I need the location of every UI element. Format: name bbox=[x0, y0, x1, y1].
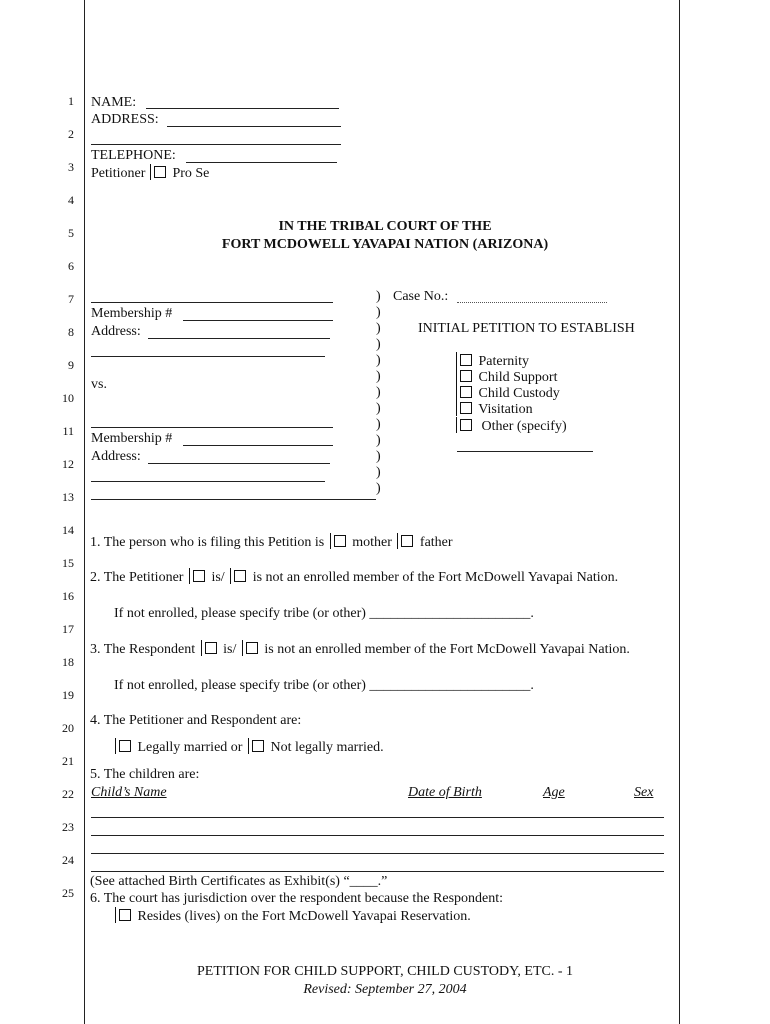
vs-label: vs. bbox=[91, 377, 107, 392]
line-number: 2 bbox=[68, 127, 74, 141]
option-child-support bbox=[457, 370, 557, 386]
respondent-membership-label: Membership # bbox=[91, 431, 173, 446]
petitioner-membership-label: Membership # bbox=[91, 306, 173, 321]
line-number: 23 bbox=[62, 820, 74, 834]
line-number: 16 bbox=[62, 589, 74, 603]
item-2-text: 2. The Petitioner bbox=[90, 570, 184, 585]
paternity-checkbox[interactable] bbox=[460, 354, 472, 366]
petitioner-membership-field[interactable] bbox=[183, 320, 333, 321]
case-no-field[interactable] bbox=[457, 302, 607, 303]
line-number: 15 bbox=[62, 556, 74, 570]
mother-checkbox[interactable] bbox=[334, 535, 346, 547]
line-number: 5 bbox=[68, 226, 74, 240]
respondent-tribe-line[interactable]: If not enrolled, please specify tribe (or other) _______________________. bbox=[114, 678, 534, 693]
item-2-suffix: is not an enrolled member of the Fort McDowell Yavapai Nation. bbox=[252, 570, 619, 585]
line-number: 14 bbox=[62, 523, 74, 537]
line-number: 8 bbox=[68, 325, 74, 339]
line-number: 11 bbox=[62, 424, 74, 438]
caption-bottom-rule bbox=[91, 499, 376, 500]
other-specify-field[interactable] bbox=[457, 451, 593, 452]
visitation-checkbox[interactable] bbox=[460, 402, 472, 414]
child-support-checkbox[interactable] bbox=[460, 370, 472, 382]
item-2 bbox=[90, 570, 618, 586]
line-number: 25 bbox=[62, 886, 74, 900]
telephone-label: TELEPHONE: bbox=[91, 148, 176, 163]
child-support-label: Child Support bbox=[478, 370, 558, 385]
item-3-text: 3. The Respondent bbox=[90, 642, 196, 657]
legally-married-label: Legally married or bbox=[137, 740, 243, 755]
pro-se-label: Pro Se bbox=[172, 166, 210, 181]
line-number: 6 bbox=[68, 259, 74, 273]
paternity-label: Paternity bbox=[478, 354, 530, 369]
respondent-membership-field[interactable] bbox=[183, 445, 333, 446]
petitioner-is-label: is/ bbox=[211, 570, 225, 585]
petitioner-is-not-checkbox[interactable] bbox=[234, 570, 246, 582]
name-label: NAME: bbox=[91, 95, 137, 110]
line-number: 4 bbox=[68, 193, 74, 207]
petitioner-address-label: Address: bbox=[91, 324, 141, 339]
option-other bbox=[457, 419, 567, 435]
child-custody-label: Child Custody bbox=[478, 386, 560, 401]
option-paternity bbox=[457, 354, 529, 370]
child-custody-checkbox[interactable] bbox=[460, 386, 472, 398]
col-sex: Sex bbox=[634, 785, 654, 800]
col-childs-name: Child’s Name bbox=[91, 785, 167, 800]
item-1 bbox=[90, 535, 453, 551]
item-3 bbox=[90, 642, 630, 658]
child-row-2[interactable] bbox=[91, 835, 664, 836]
petitioner-pro-se-line bbox=[91, 166, 209, 182]
other-checkbox[interactable] bbox=[460, 419, 472, 431]
respondent-is-label: is/ bbox=[223, 642, 237, 657]
address-label: ADDRESS: bbox=[91, 112, 159, 127]
address-field[interactable] bbox=[167, 126, 341, 127]
exhibit-text: (See attached Birth Certificates as Exhibit(s) “____.” bbox=[90, 874, 388, 889]
petitioner-address-field[interactable] bbox=[148, 338, 330, 339]
pro-se-checkbox[interactable] bbox=[154, 166, 166, 178]
petition-title: INITIAL PETITION TO ESTABLISH bbox=[418, 321, 635, 336]
footer-title: PETITION FOR CHILD SUPPORT, CHILD CUSTODY, ETC. - 1 bbox=[196, 964, 574, 979]
petitioner-tribe-line[interactable]: If not enrolled, please specify tribe (or other) _______________________. bbox=[114, 606, 534, 621]
address-field-line2[interactable] bbox=[91, 144, 341, 145]
petitioner-is-checkbox[interactable] bbox=[193, 570, 205, 582]
line-number: 18 bbox=[62, 655, 74, 669]
respondent-is-not-checkbox[interactable] bbox=[246, 642, 258, 654]
other-label: Other (specify) bbox=[481, 419, 567, 434]
line-number: 20 bbox=[62, 721, 74, 735]
court-title-line2: FORT MCDOWELL YAVAPAI NATION (ARIZONA) bbox=[221, 237, 549, 252]
father-label: father bbox=[419, 535, 453, 550]
item-3-suffix: is not an enrolled member of the Fort McDowell Yavapai Nation. bbox=[264, 642, 630, 657]
mother-label: mother bbox=[352, 535, 392, 550]
not-married-label: Not legally married. bbox=[270, 740, 384, 755]
petitioner-name-field[interactable] bbox=[91, 302, 333, 303]
item-5-text: 5. The children are: bbox=[90, 767, 200, 782]
name-field[interactable] bbox=[146, 108, 339, 109]
right-margin-rule bbox=[679, 0, 680, 1024]
item-6-text: 6. The court has jurisdiction over the respondent because the Respondent: bbox=[90, 891, 504, 906]
option-child-custody bbox=[457, 386, 560, 402]
legally-married-checkbox[interactable] bbox=[119, 740, 131, 752]
footer-revised: Revised: September 27, 2004 bbox=[303, 982, 467, 997]
respondent-is-checkbox[interactable] bbox=[205, 642, 217, 654]
case-no-label: Case No.: bbox=[393, 289, 449, 304]
line-number: 21 bbox=[62, 754, 74, 768]
telephone-field[interactable] bbox=[186, 162, 337, 163]
not-married-checkbox[interactable] bbox=[252, 740, 264, 752]
marital-status bbox=[114, 740, 384, 756]
petitioner-label: Petitioner bbox=[91, 166, 146, 181]
item-1-text: 1. The person who is filing this Petition is bbox=[90, 535, 325, 550]
line-number: 1 bbox=[68, 94, 74, 108]
child-row-4[interactable] bbox=[91, 871, 664, 872]
col-date-of-birth: Date of Birth bbox=[408, 785, 482, 800]
court-title-line1: IN THE TRIBAL COURT OF THE bbox=[278, 219, 492, 234]
line-number: 22 bbox=[62, 787, 74, 801]
father-checkbox[interactable] bbox=[401, 535, 413, 547]
respondent-address-field[interactable] bbox=[148, 463, 330, 464]
line-number: 10 bbox=[62, 391, 74, 405]
item-4-text: 4. The Petitioner and Respondent are: bbox=[90, 713, 302, 728]
respondent-address-label: Address: bbox=[91, 449, 141, 464]
col-age: Age bbox=[543, 785, 565, 800]
line-number: 3 bbox=[68, 160, 74, 174]
line-number: 17 bbox=[62, 622, 74, 636]
resides-line bbox=[114, 909, 471, 925]
resides-label: Resides (lives) on the Fort McDowell Yavapai Reservation. bbox=[137, 909, 471, 924]
line-number: 7 bbox=[68, 292, 74, 306]
line-number: 24 bbox=[62, 853, 74, 867]
line-number: 13 bbox=[62, 490, 74, 504]
resides-checkbox[interactable] bbox=[119, 909, 131, 921]
option-visitation bbox=[457, 402, 533, 418]
line-number: 9 bbox=[68, 358, 74, 372]
line-number: 12 bbox=[62, 457, 74, 471]
line-number: 19 bbox=[62, 688, 74, 702]
left-margin-rule bbox=[84, 0, 85, 1024]
visitation-label: Visitation bbox=[478, 402, 533, 417]
child-row-3[interactable] bbox=[91, 853, 664, 854]
petitioner-address-field-line2[interactable] bbox=[91, 356, 325, 357]
respondent-name-field[interactable] bbox=[91, 427, 333, 428]
child-row-1[interactable] bbox=[91, 817, 664, 818]
respondent-address-field-line2[interactable] bbox=[91, 481, 325, 482]
